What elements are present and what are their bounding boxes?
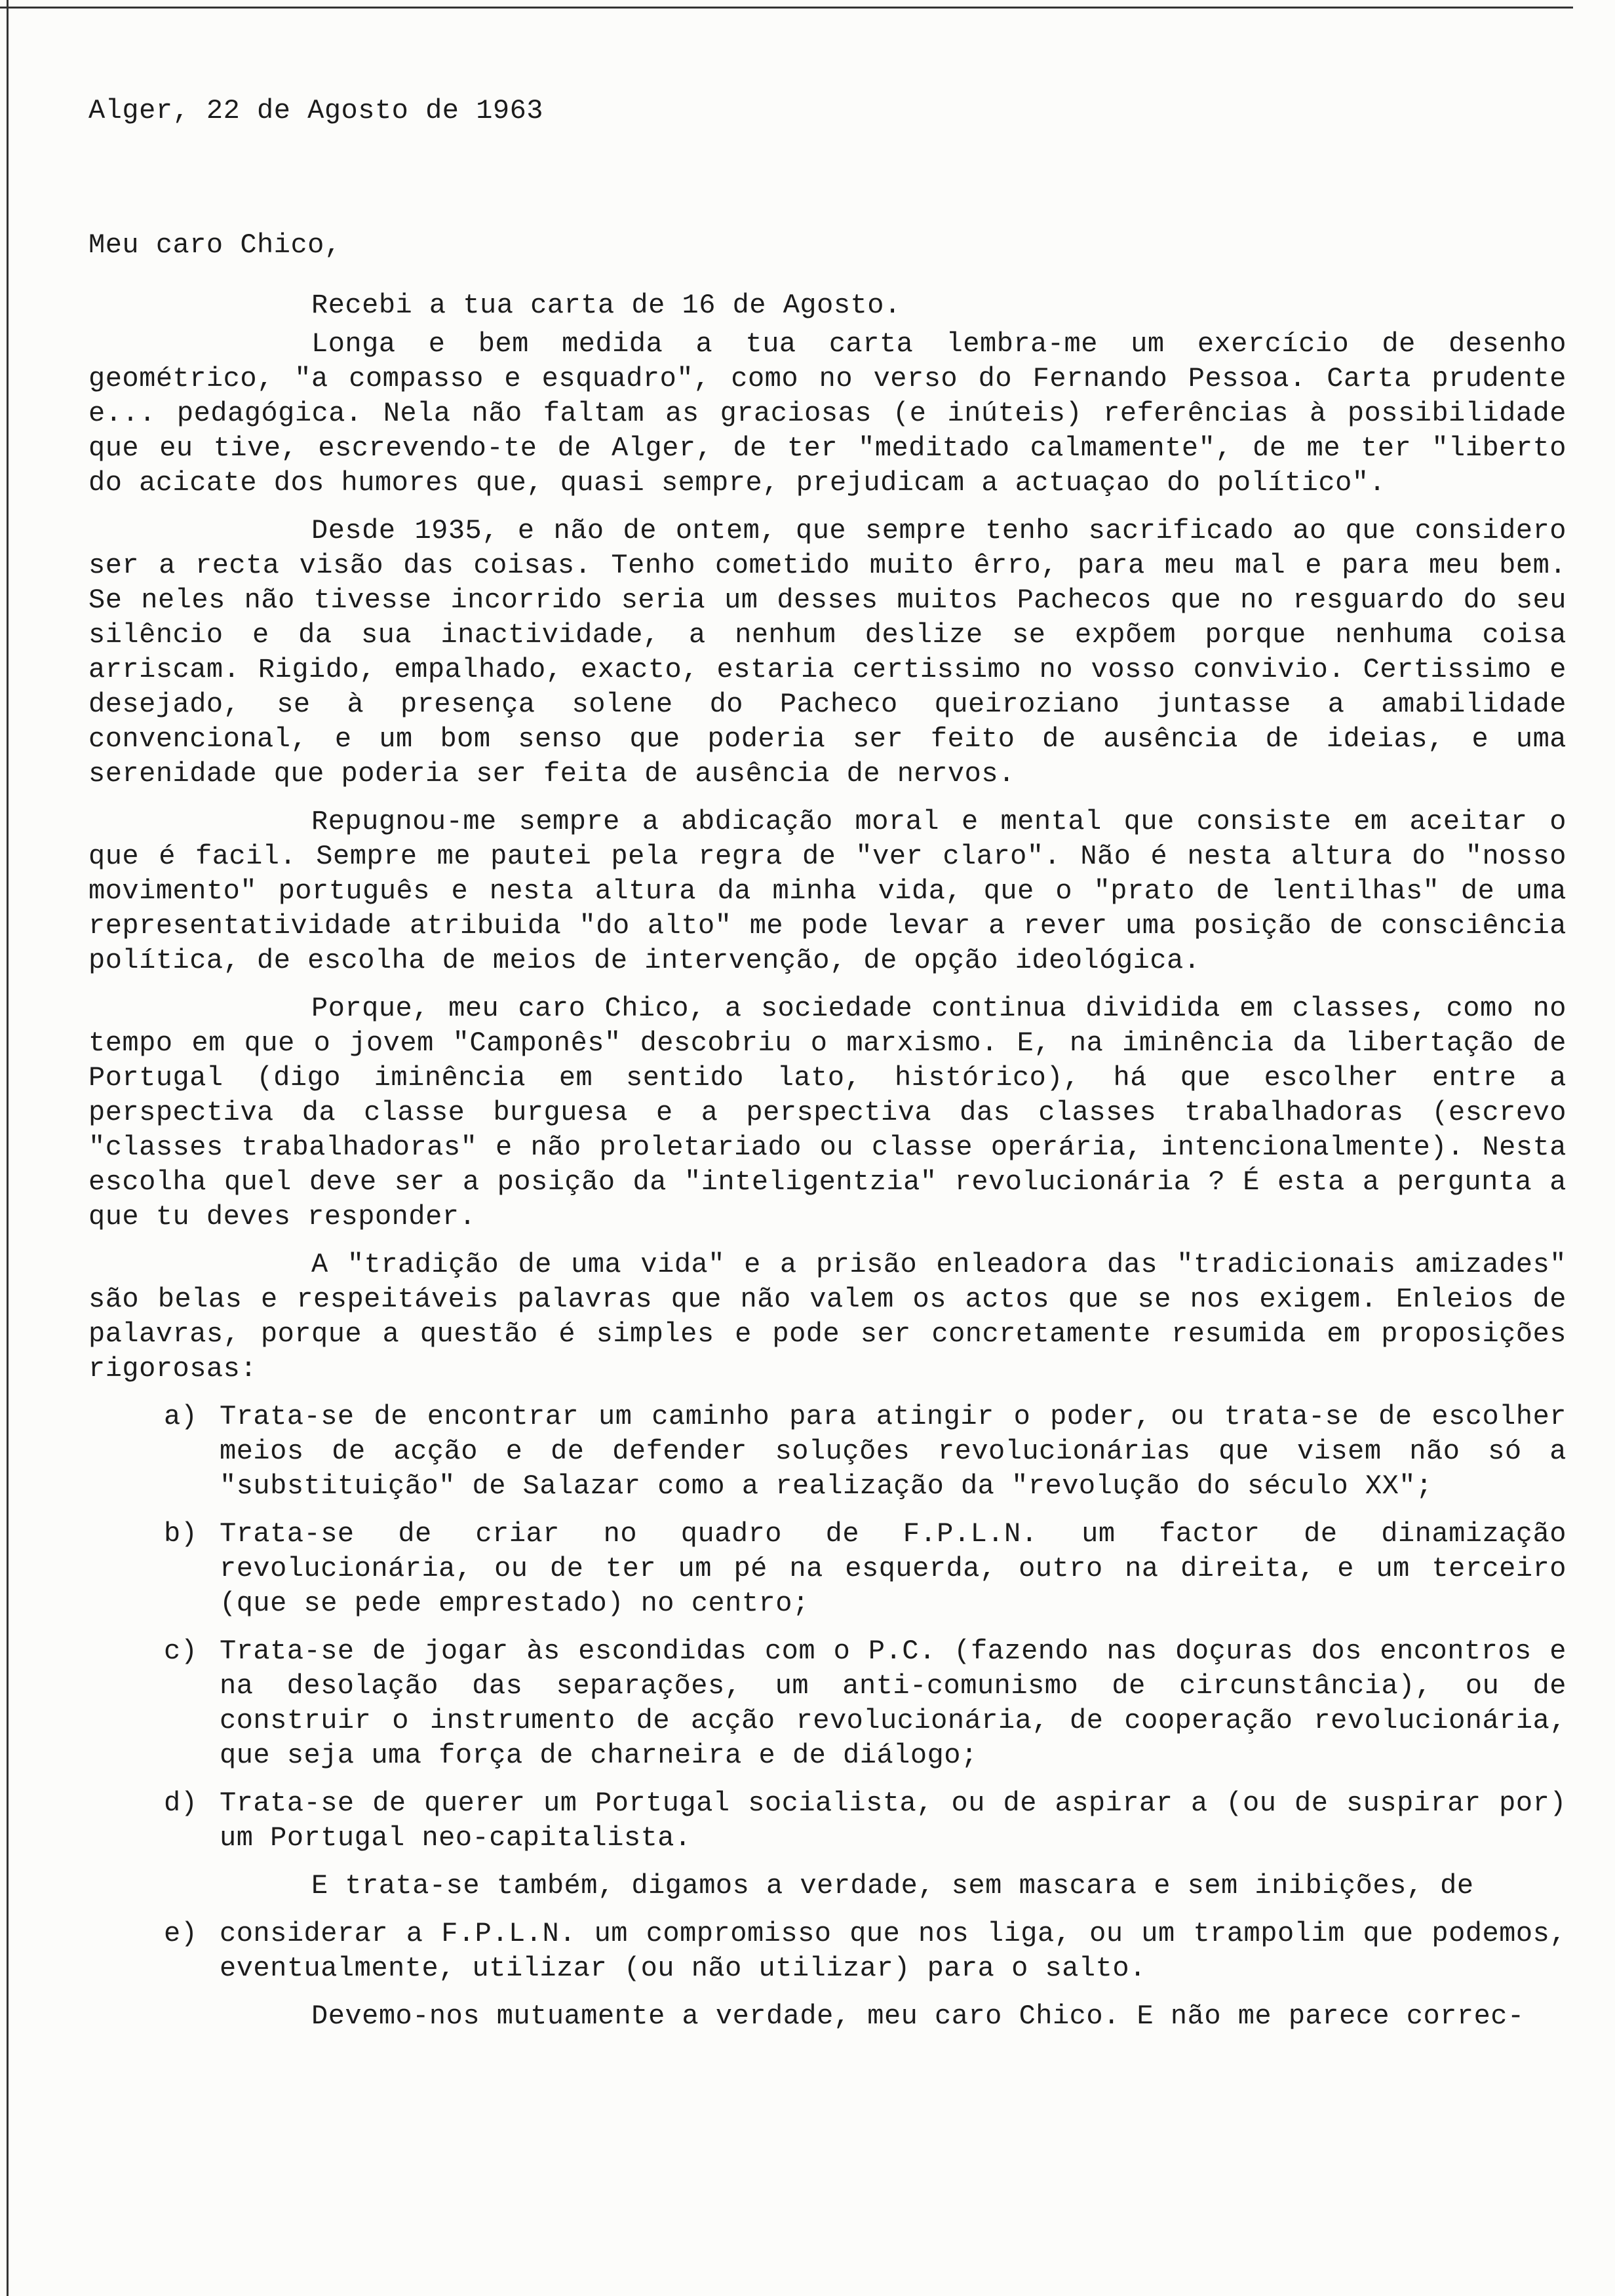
list-label-a: a) [164, 1401, 198, 1432]
paragraph-3: Desde 1935, e não de ontem, que sempre tenho sacrificado ao que considero ser a recta visão das coisas. Tenho cometido muito êrro, para meu mal e para meu bem. Se neles não tivesse incorrido seria um desses muitos Pachecos que no resguardo do seu silêncio e da sua inactividade, a nenhum deslize se expõem porque nenhuma coisa arriscam. Rigido, empalhado, exacto, estaria certissimo no vosso convivio. Certissimo e desejado, se à presença solene do Pacheco queiroziano juntasse a amabilidade convencional, e um bom senso que poderia ser feito de ausência de ideias, e uma serenidade que poderia ser feita de ausência de nervos. [88, 515, 1566, 790]
closing-fragment: Devemo-nos mutuamente a verdade, meu caro Chico. E não me parece correc- [311, 2000, 1525, 2032]
paragraph-2: Longa e bem medida a tua carta lembra-me um exercício de desenho geométrico, "a compasso e esquadro", como no verso do Fernando Pessoa. Carta prudente e... pedagógica. Nela não faltam as graciosas (e inúteis) referências à possibilidade que eu tive, escrevendo-te de Alger, de ter "meditado calmamente", de me ter "liberto do acicate dos humores que, quasi sempre, prejudicam a actuaçao do político". [88, 328, 1566, 499]
paragraph-5: Porque, meu caro Chico, a sociedade continua dividida em classes, como no tempo em que o jovem "Camponês" descobriu o marxismo. E, na iminência da libertação de Portugal (digo iminência em sentido lato, histórico), há que escolher entre a perspectiva da classe burguesa e a perspectiva das classes trabalhadoras (escrevo "classes trabalhadoras" e não proletariado ou classe operária, intencionalmente). Nesta escolha quel deve ser a posição da "inteligentzia" revolucionária ? É esta a pergunta a que tu deves responder. [88, 993, 1566, 1233]
letter-body [88, 288, 1566, 2047]
list-label-b: b) [164, 1518, 198, 1550]
list-label-e: e) [164, 1918, 198, 1949]
list-item-e [88, 1917, 1566, 1986]
list-label-c: c) [164, 1636, 198, 1667]
paragraph-1: Recebi a tua carta de 16 de Agosto. [311, 290, 901, 321]
list-text-d: Trata-se de querer um Portugal socialista, ou de aspirar a (ou de suspirar por) um Portugal neo-capitalista. [220, 1788, 1566, 1854]
list-label-d: d) [164, 1788, 198, 1819]
list-text-e: considerar a F.P.L.N. um compromisso que nos liga, ou um trampolim que podemos, eventualmente, utilizar (ou não utilizar) para o salto. [220, 1918, 1566, 1984]
list-item-a [88, 1400, 1566, 1504]
paper-edge-top [0, 7, 1573, 9]
list-text-b: Trata-se de criar no quadro de F.P.L.N. um factor de dinamização revolucionária, ou de ter um pé na esquerda, outro na direita, e um terceiro (que se pede emprestado) no centro; [220, 1518, 1566, 1619]
list-item-d [88, 1786, 1566, 1856]
salutation: Meu caro Chico, [88, 229, 341, 261]
paragraph-6: A "tradição de uma vida" e a prisão enleadora das "tradicionais amizades" são belas e respeitáveis palavras que não valem os actos que se nos exigem. Enleios de palavras, porque a questão é simples e pode ser concretamente resumida em proposições rigorosas: [88, 1249, 1566, 1385]
date-line: Alger, 22 de Agosto de 1963 [88, 95, 544, 126]
list-item-b [88, 1517, 1566, 1621]
list-text-c: Trata-se de jogar às escondidas com o P.C. (fazendo nas doçuras dos encontros e na desolação das separações, um anti-comunismo de circunstância), ou de construir o instrumento de acção revolucionária, de cooperação revolucionária, que seja uma força de charneira e de diálogo; [220, 1636, 1566, 1771]
continuation-line: E trata-se também, digamos a verdade, sem mascara e sem inibições, de [311, 1870, 1474, 1902]
list-item-c [88, 1634, 1566, 1773]
list-text-a: Trata-se de encontrar um caminho para atingir o poder, ou trata-se de escolher meios de acção e de defender soluções revolucionárias que visem não só a "substituição" de Salazar como a realização da "revolução do século XX"; [220, 1401, 1566, 1502]
paragraph-4: Repugnou-me sempre a abdicação moral e mental que consiste em aceitar o que é facil. Sempre me pautei pela regra de "ver claro". Não é nesta altura do "nosso movimento" português e nesta altura da minha vida, que o "prato de lentilhas" de uma representatividade atribuida "do alto" me pode levar a rever uma posição de consciência política, de escolha de meios de intervenção, de opção ideológica. [88, 806, 1566, 976]
paper-edge-left [7, 0, 9, 2296]
